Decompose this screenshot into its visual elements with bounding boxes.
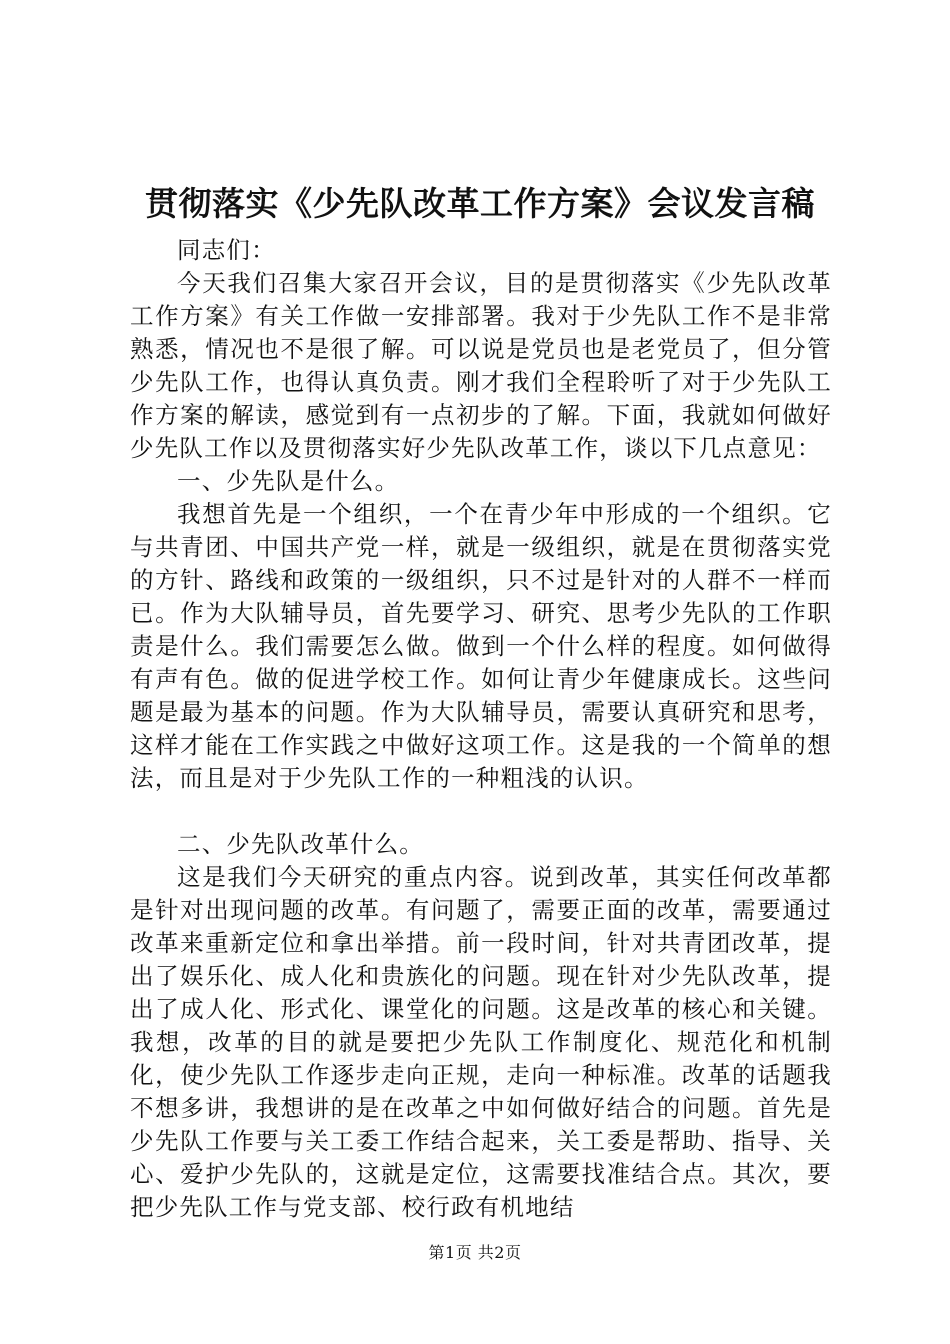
section-heading-2: 二、少先队改革什么。 <box>177 830 424 858</box>
page-footer: 第1页 共2页 <box>428 1243 522 1262</box>
paragraph-intro: 今天我们召集大家召开会议，目的是贯彻落实《少先队改革工作方案》有关工作做一安排部署。我对于少先队工作不是非常熟悉，情况也不是很了解。可以说是党员也是老党员了，但分管少先队工作，也得认真负责。刚才我们全程聆听了对于少先队工作方案的解读，感觉到有一点初步的了解。下面，我就如何做好少先队工作以及贯彻落实好少先队改革工作，谈以下几点意见： <box>130 269 832 462</box>
document-title: 贯彻落实《少先队改革工作方案》会议发言稿 <box>145 184 815 223</box>
section-heading-1: 一、少先队是什么。 <box>177 467 400 495</box>
greeting: 同志们： <box>177 236 276 264</box>
paragraph-section-2: 这是我们今天研究的重点内容。说到改革，其实任何改革都是针对出现问题的改革。有问题了，需要正面的改革，需要通过改革来重新定位和拿出举措。前一段时间，针对共青团改革，提出了娱乐化、成人化和贵族化的问题。现在针对少先队改革，提出了成人化、形式化、课堂化的问题。这是改革的核心和关键。我想，改革的目的就是要把少先队工作制度化、规范化和机制化，使少先队工作逐步走向正规，走向一种标准。改革的话题我不想多讲，我想讲的是在改革之中如何做好结合的问题。首先是少先队工作要与关工委工作结合起来，关工委是帮助、指导、关心、爱护少先队的，这就是定位，这需要找准结合点。其次，要把少先队工作与党支部、校行政有机地结 <box>130 863 832 1221</box>
paragraph-section-1: 我想首先是一个组织，一个在青少年中形成的一个组织。它与共青团、中国共产党一样，就是一级组织，就是在贯彻落实党的方针、路线和政策的一级组织，只不过是针对的人群不一样而已。作为大队辅导员，首先要学习、研究、思考少先队的工作职责是什么。我们需要怎么做。做到一个什么样的程度。如何做得有声有色。做的促进学校工作。如何让青少年健康成长。这些问题是最为基本的问题。作为大队辅导员，需要认真研究和思考，这样才能在工作实践之中做好这项工作。这是我的一个简单的想法，而且是对于少先队工作的一种粗浅的认识。 <box>130 500 832 792</box>
document-body <box>130 234 832 1224</box>
